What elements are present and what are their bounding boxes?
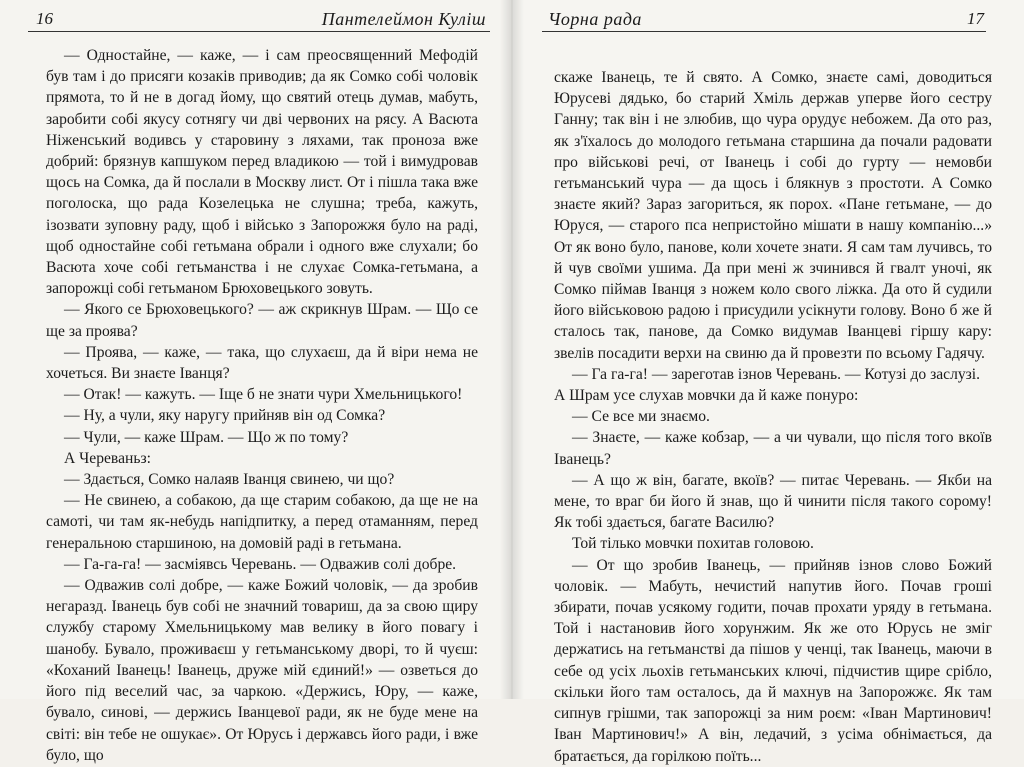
paragraph: — Проява, — каже, — така, що слухаєш, да й віри нема не хочеться. Ви знаєте Іванця? xyxy=(46,343,478,383)
paragraph: — Одважив солі добре, — каже Божий чоловік, — да зробив негаразд. Іванець був собі не значний товариш, да за свою щиру службу старому Хмельницькому мав велику в його повагу і шанобу. Бувало, проживаєш у гетьманському дворі, то й чуєш: «Коханий Іванець! Іванець, друже мій єдиний!» — озветься до його під веселий час, за чаркою. «Держись, Юру, — каже, бувало, синові, — держись Іванцевої ради, як не буде мене на світі: він тебе не ошукає». От Юрусь і державсь його ради, і вже було, що xyxy=(46,577,478,764)
left-page xyxy=(0,0,512,764)
paragraph: Той тілько мовчки похитав головою. xyxy=(572,535,814,553)
paragraph: — Га-га-га! — засміявсь Черевань. — Одважив солі добре. xyxy=(64,555,457,573)
paragraph: А Череваньз: xyxy=(64,449,151,467)
paragraph: — Чули, — каже Шрам. — Що ж по тому? xyxy=(64,428,349,446)
paragraph: — Отак! — кажуть. — Іще б не знати чури Хмельницького! xyxy=(64,386,463,404)
left-body-text xyxy=(46,45,478,766)
paragraph: — Здається, Сомко налаяв Іванця свинею, чи що? xyxy=(64,471,395,489)
paragraph: скаже Іванець, те й свято. А Сомко, знаєте самі, доводиться Юрусеві дядько, бо старий Хміль держав уперве його сестру Ганну; так він і не злюбив, що чура орудує небожем. Да ото раз, як з'їхалось до молодого гетьмана старшина да почали радовати про військові речі, от Іванець і собі до гурту — немовби гетьманський чура — да щось і блякнув з простоти. А Сомко знаєте який? Зараз загориться, як порох. «Пане гетьмане, — до Юруся, — старого пса непристойно мішати в нашу компанію...» От як воно було, панове, коли хочете знати. Я сам там лучивсь, то й чув своїми ушима. Да при мені ж зчинився й гвалт уночі, як Сомко піймав Іванця з ножем коло свого ліжка. Да ото й судили його військовою радою і присудили усікнути голову. Воно б же й сталось так, панове, да Сомко видумав Іванцеві гіршу кару: звелів посадити верхи на свиню да й провезти по всьому Гадячу. xyxy=(554,69,992,362)
paragraph: — А що ж він, багате, вкоїв? — питає Черевань. — Якби на мене, то враг би його й знав, що й чинити після такого сорому! Як тобі здається, багате Василю? xyxy=(554,471,992,532)
right-body-text xyxy=(554,67,992,767)
paragraph: — Се все ми знаємо. xyxy=(572,408,710,426)
paragraph: — От що зробив Іванець, — прийняв ізнов слово Божий чоловік. — Мабуть, нечистий напутив його. Почав гроші збирати, почав усякому годити, почав прохати уряду в гетьмана. Той і настановив його хорунжим. Як же ото Юрусь не зміг держатись на гетьманстві да пішов у ченці, так Іванець, маючи в себе од усіх льохів гетьманських ключі, підчистив щире срібло, скільки його там осталось, да й махнув на Запорожжє. Як там сипнув грішми, так запорожці за ним роєм: «Іван Мартинович! Іван Мартинович!» А він, ледачий, з усіма обнімається, да братається, да горілкою поїть... xyxy=(554,556,992,765)
paragraph: — Якого се Брюховецького? — аж скрикнув Шрам. — Що се ще за проява? xyxy=(46,301,478,340)
right-header-rule xyxy=(542,31,986,32)
paragraph: — Ну, а чули, яку наругу прийняв він од Сомка? xyxy=(64,407,386,425)
paragraph: — Га га-га! — зареготав ізнов Черевань. — Котузі до заслузі. xyxy=(572,365,981,383)
left-running-head: Пантелеймон Куліш xyxy=(321,9,486,29)
paragraph: А Шрам усе слухав мовчки да й каже понуро: xyxy=(554,387,859,405)
right-running-head: Чорна рада xyxy=(548,9,642,29)
left-page-number: 16 xyxy=(36,9,53,28)
paragraph: — Не свинею, а собакою, да ще старим собакою, да ще не на самоті, чи там як-небудь напідпитку, а перед отаманням, перед генеральною старшиною, на домовій раді в гетьмана. xyxy=(46,492,478,552)
right-page xyxy=(512,0,1024,765)
paragraph: — Одностайне, — каже, — і сам преосвященний Мефодій був там і до присяги козаків приводив; да як Сомко собі чоловік прямота, то й не в догад йому, що святий отець думав, мабуть, заробити собі якусу сотнягу чи дві червоних на рясу. А Васюта Ніженський водивсь у старовину з ляхами, так проноза вже добрий: брязнув капшуком перед владикою — той і вимудровав щось на Сомка, да й послали в Москву лист. От і пішла така вже поголоска, що рада Козелецька не слушна; треба, кажуть, ізозвати зуповну раду, щоб і військо з Запорожжя було на раді, щоб одностайне собі гетьмана обрали і одного вже слухали; бо Васюта хоче собі гетьманства і не слухає Сомка-гетьмана, а запорожці собі гетьманом Брюховецького зовуть. xyxy=(46,47,478,298)
left-header-rule xyxy=(28,31,490,32)
book-gutter-shadow xyxy=(500,0,524,699)
right-page-number: 17 xyxy=(967,9,984,28)
paragraph: — Знаєте, — каже кобзар, — а чи чували, що після того вкоїв Іванець? xyxy=(554,429,992,468)
